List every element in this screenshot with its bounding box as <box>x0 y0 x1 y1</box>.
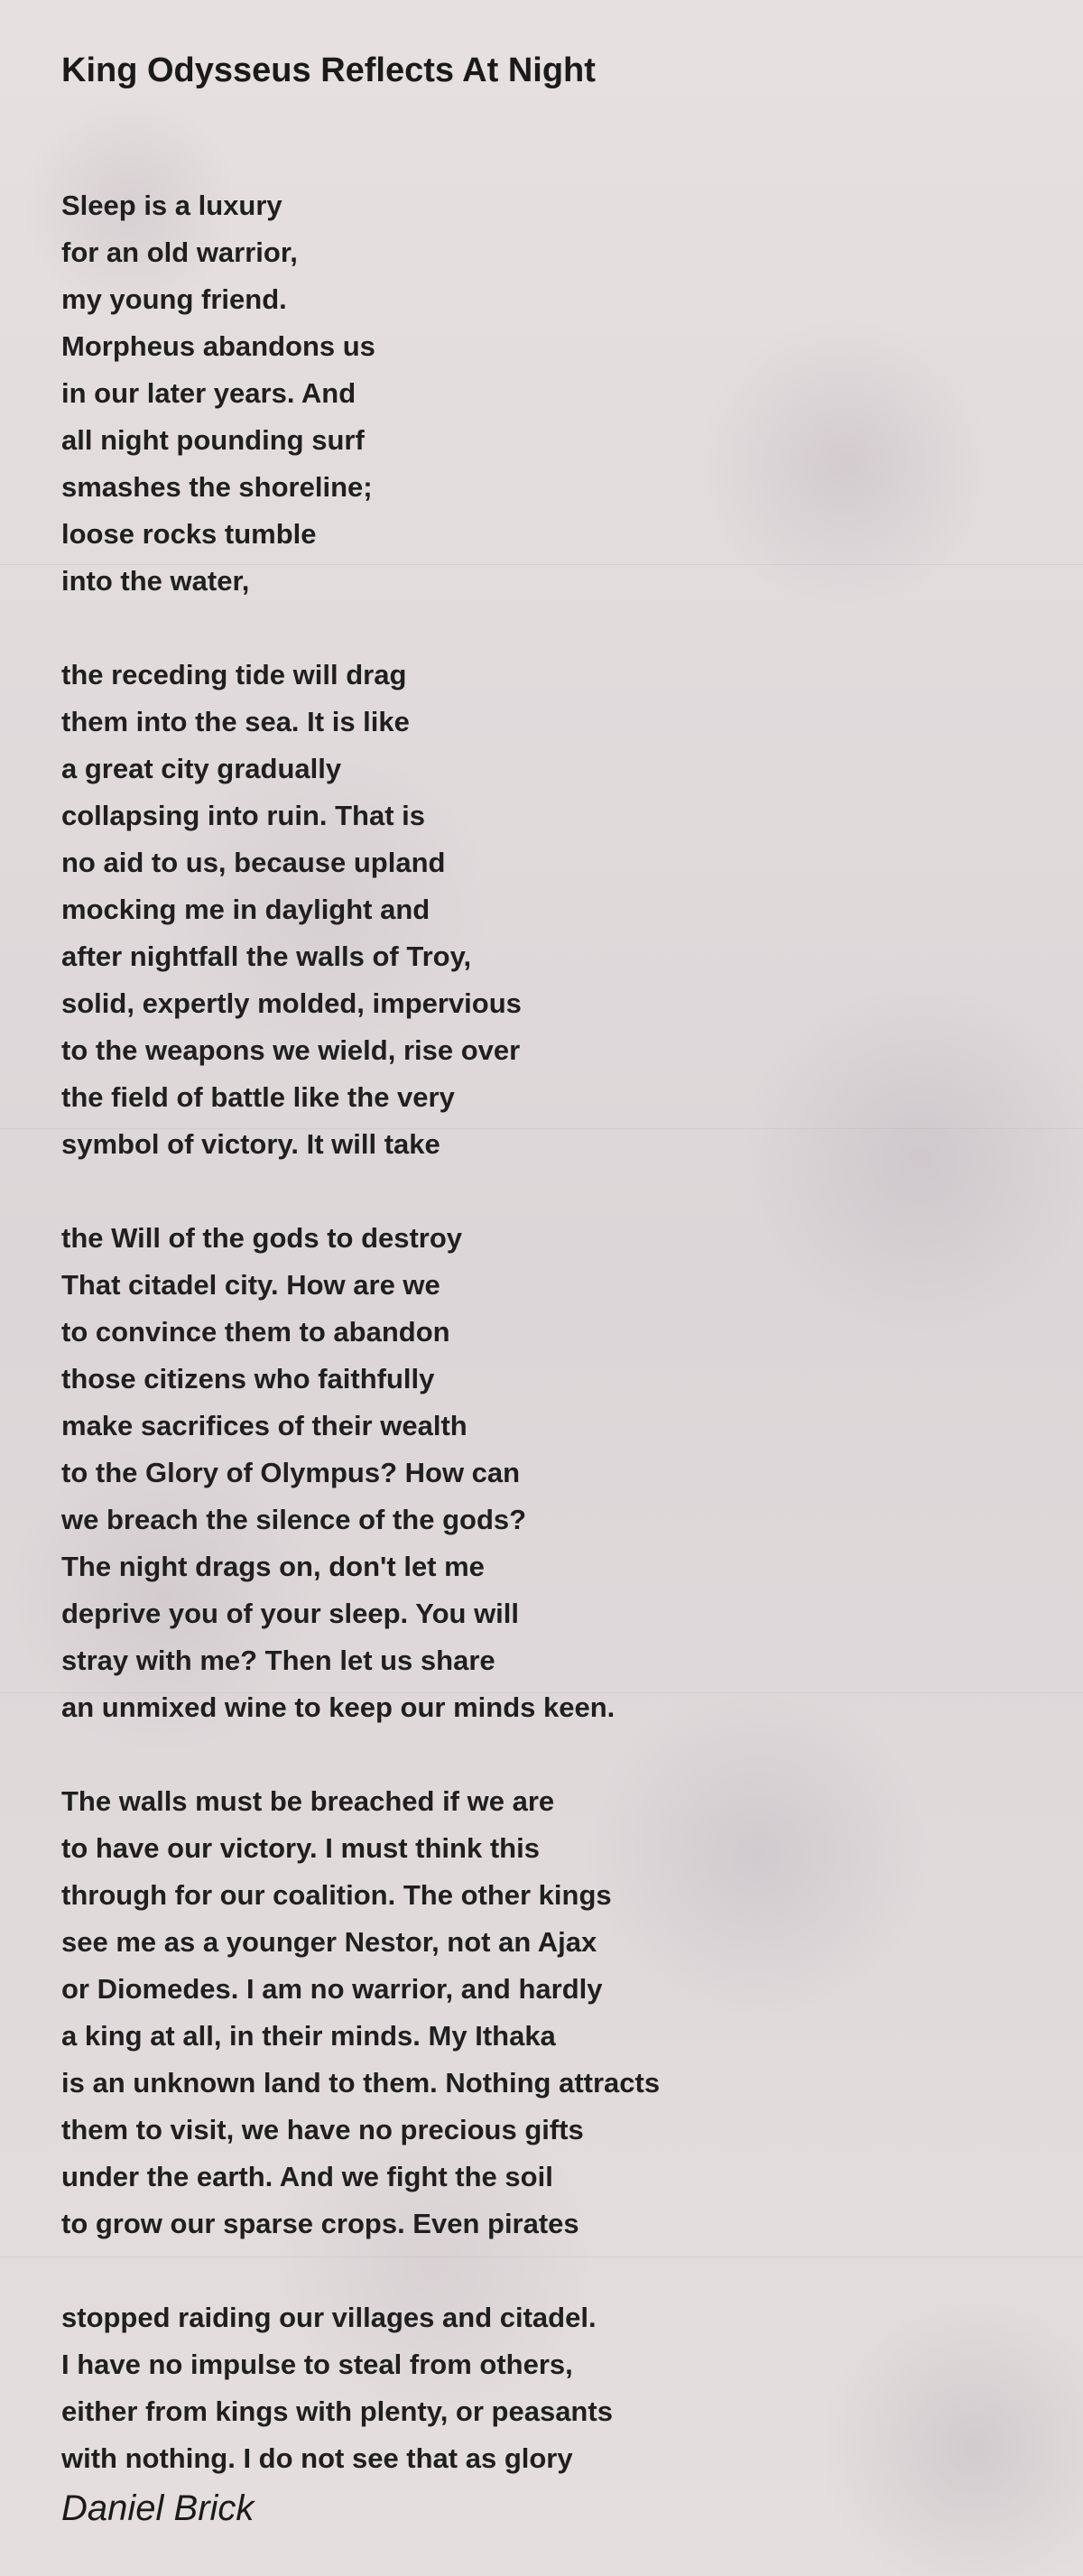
poem-line: stray with me? Then let us share <box>61 1645 495 1676</box>
poem-line: to convince them to abandon <box>61 1316 450 1348</box>
poem-author: Daniel Brick <box>61 2488 255 2528</box>
poem-stanza <box>61 652 1036 1168</box>
poem-line: into the water, <box>61 565 250 597</box>
poem-line: them to visit, we have no precious gifts <box>61 2114 584 2145</box>
poem-line: make sacrifices of their wealth <box>61 1410 467 1441</box>
poem-line: collapsing into ruin. That is <box>61 800 426 831</box>
poem-line: deprive you of your sleep. You will <box>61 1598 520 1629</box>
poem-line: the field of battle like the very <box>61 1081 455 1113</box>
poem-line: or Diomedes. I am no warrior, and hardly <box>61 1973 603 2005</box>
poem-line: Sleep is a luxury <box>61 190 282 221</box>
poem-line: mocking me in daylight and <box>61 894 430 925</box>
poem-line: loose rocks tumble <box>61 518 317 550</box>
poem-line: smashes the shoreline; <box>61 471 373 503</box>
poem-line: to have our victory. I must think this <box>61 1832 540 1864</box>
poem-line: Morpheus abandons us <box>61 330 375 362</box>
poem-line: the receding tide will drag <box>61 659 407 690</box>
poem-line: an unmixed wine to keep our minds keen. <box>61 1691 616 1723</box>
poem-title: King Odysseus Reflects At Night <box>61 51 596 89</box>
poem-line: those citizens who faithfully <box>61 1363 435 1395</box>
poem-line: a great city gradually <box>61 753 342 784</box>
poem-line: them into the sea. It is like <box>61 706 410 737</box>
poem-line: under the earth. And we fight the soil <box>61 2161 553 2192</box>
poem-stanza <box>61 182 1036 605</box>
poem-line: to the Glory of Olympus? How can <box>61 1457 521 1488</box>
poem-line: through for our coalition. The other kings <box>61 1879 612 1911</box>
poem-page <box>61 45 1036 2529</box>
poem-line: symbol of victory. It will take <box>61 1128 440 1160</box>
poem-body <box>61 182 1036 2482</box>
poem-line: all night pounding surf <box>61 424 365 456</box>
poem-stanza <box>61 2294 1036 2482</box>
poem-line: in our later years. And <box>61 377 356 409</box>
poem-line: see me as a younger Nestor, not an Ajax <box>61 1926 597 1958</box>
poem-line: either from kings with plenty, or peasants <box>61 2395 613 2427</box>
poem-line: The walls must be breached if we are <box>61 1785 555 1817</box>
poem-line: solid, expertly molded, impervious <box>61 987 522 1019</box>
poem-line: to the weapons we wield, rise over <box>61 1034 521 1066</box>
poem-line: after nightfall the walls of Troy, <box>61 941 472 972</box>
poem-line: a king at all, in their minds. My Ithaka <box>61 2020 556 2052</box>
poem-line: That citadel city. How are we <box>61 1269 440 1301</box>
poem-line: stopped raiding our villages and citadel. <box>61 2302 597 2333</box>
poem-line: the Will of the gods to destroy <box>61 1222 463 1254</box>
poem-line: for an old warrior, <box>61 236 298 268</box>
poem-line: is an unknown land to them. Nothing attracts <box>61 2067 661 2099</box>
poem-stanza <box>61 1215 1036 1731</box>
poem-line: to grow our sparse crops. Even pirates <box>61 2208 579 2239</box>
poem-line: with nothing. I do not see that as glory <box>61 2442 573 2474</box>
poem-line: my young friend. <box>61 283 287 315</box>
poem-stanza <box>61 1778 1036 2247</box>
poem-line: we breach the silence of the gods? <box>61 1504 527 1535</box>
poem-line: I have no impulse to steal from others, <box>61 2349 573 2380</box>
poem-line: no aid to us, because upland <box>61 847 446 878</box>
poem-line: The night drags on, don't let me <box>61 1551 485 1582</box>
